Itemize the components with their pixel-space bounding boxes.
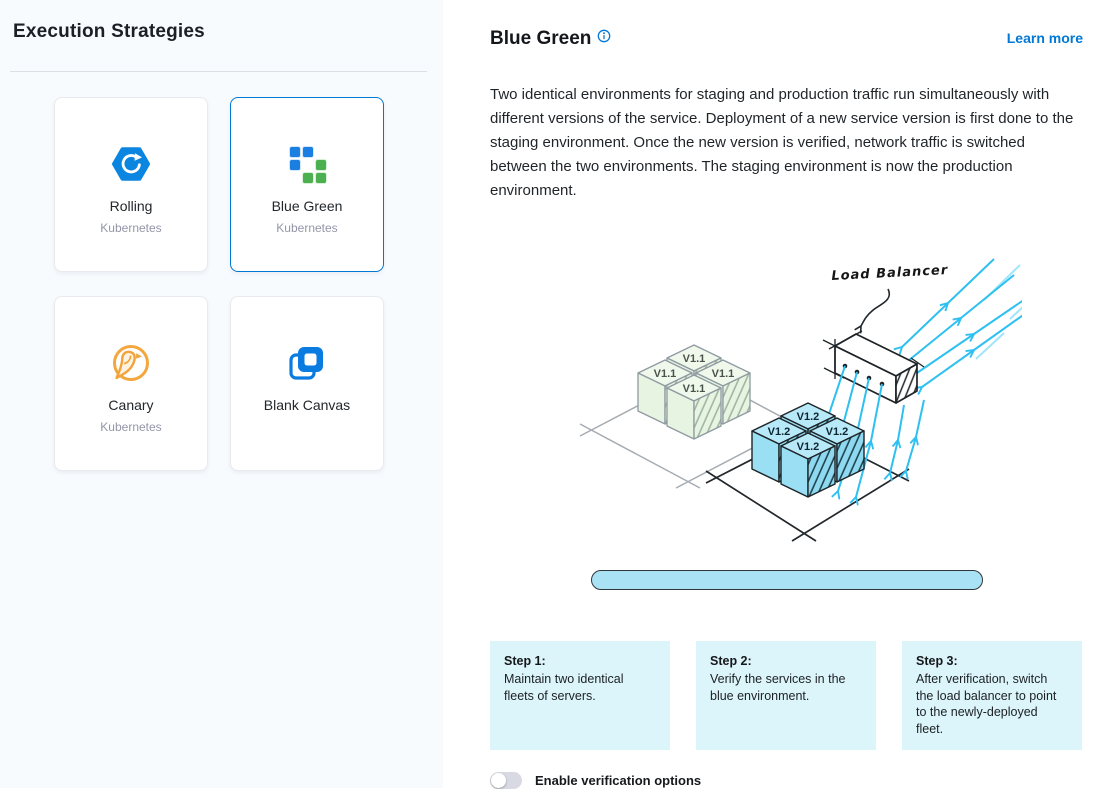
- canary-icon: [109, 340, 153, 386]
- strategy-card-blue-green[interactable]: [230, 97, 384, 272]
- strategy-detail-panel: [443, 0, 1119, 788]
- strategy-steps: [490, 641, 1083, 750]
- blank-canvas-icon: [286, 340, 328, 386]
- blue-green-illustration: [552, 245, 1022, 557]
- step-title: Step 2:: [710, 654, 752, 668]
- step-box-3: [902, 641, 1082, 750]
- step-title: Step 1:: [504, 654, 546, 668]
- strategy-sidebar: [0, 0, 443, 788]
- svg-text:V1.1: V1.1: [711, 368, 734, 380]
- load-balancer-label: Load Balancer: [830, 262, 949, 285]
- card-label: Canary: [108, 397, 154, 413]
- header-divider: [10, 71, 427, 72]
- strategy-card-canary[interactable]: [54, 296, 208, 471]
- page-title: Execution Strategies: [13, 21, 205, 42]
- detail-header: [490, 28, 1083, 50]
- svg-text:V1.2: V1.2: [796, 441, 819, 453]
- step-text: After verification, switch the load balancer to point to the newly-deployed fleet.: [916, 672, 1057, 736]
- learn-more-link[interactable]: Learn more: [1006, 30, 1083, 46]
- step-text: Maintain two identical fleets of servers.: [504, 672, 624, 703]
- strategy-card-blank-canvas[interactable]: [230, 296, 384, 471]
- verification-toggle-label: Enable verification options: [535, 773, 702, 788]
- strategy-card-rolling[interactable]: [54, 97, 208, 272]
- detail-title: Blue Green: [490, 28, 592, 49]
- svg-text:V1.1: V1.1: [682, 383, 705, 395]
- card-label: Rolling: [109, 198, 153, 214]
- card-sublabel: Kubernetes: [100, 420, 162, 434]
- verification-toggle-row: [490, 772, 1083, 789]
- svg-text:V1.1: V1.1: [682, 353, 705, 365]
- step-box-2: [696, 641, 876, 750]
- card-sublabel: Kubernetes: [276, 221, 338, 235]
- verification-toggle[interactable]: [490, 772, 522, 789]
- svg-text:V1.2: V1.2: [796, 411, 819, 423]
- strategy-description: Two identical environments for staging and production traffic run simultaneously with different versions of the service. Deployment of a new service version is first done to the staging environment. Once the new version is verified, network traffic is switched between the two environments. The staging environment is now the production environment.: [490, 86, 1074, 199]
- card-label: Blue Green: [271, 198, 343, 214]
- info-icon[interactable]: [597, 29, 611, 48]
- deployment-progress-bar: [591, 570, 983, 590]
- strategy-card-grid: [54, 97, 443, 471]
- blue-fleet-cubes: [752, 403, 864, 497]
- step-title: Step 3:: [916, 654, 958, 668]
- card-sublabel: Kubernetes: [100, 221, 162, 235]
- svg-text:V1.1: V1.1: [653, 368, 676, 380]
- step-text: Verify the services in the blue environment.: [710, 672, 846, 703]
- card-label: Blank Canvas: [263, 397, 351, 413]
- green-fleet-cubes: [638, 345, 750, 439]
- step-box-1: [490, 641, 670, 750]
- svg-text:V1.2: V1.2: [767, 426, 790, 438]
- svg-text:V1.2: V1.2: [825, 426, 848, 438]
- blue-green-icon: [287, 141, 327, 187]
- toggle-knob: [491, 773, 506, 788]
- load-balancer-pointer-arrow: [861, 289, 889, 326]
- rolling-icon: [111, 141, 151, 187]
